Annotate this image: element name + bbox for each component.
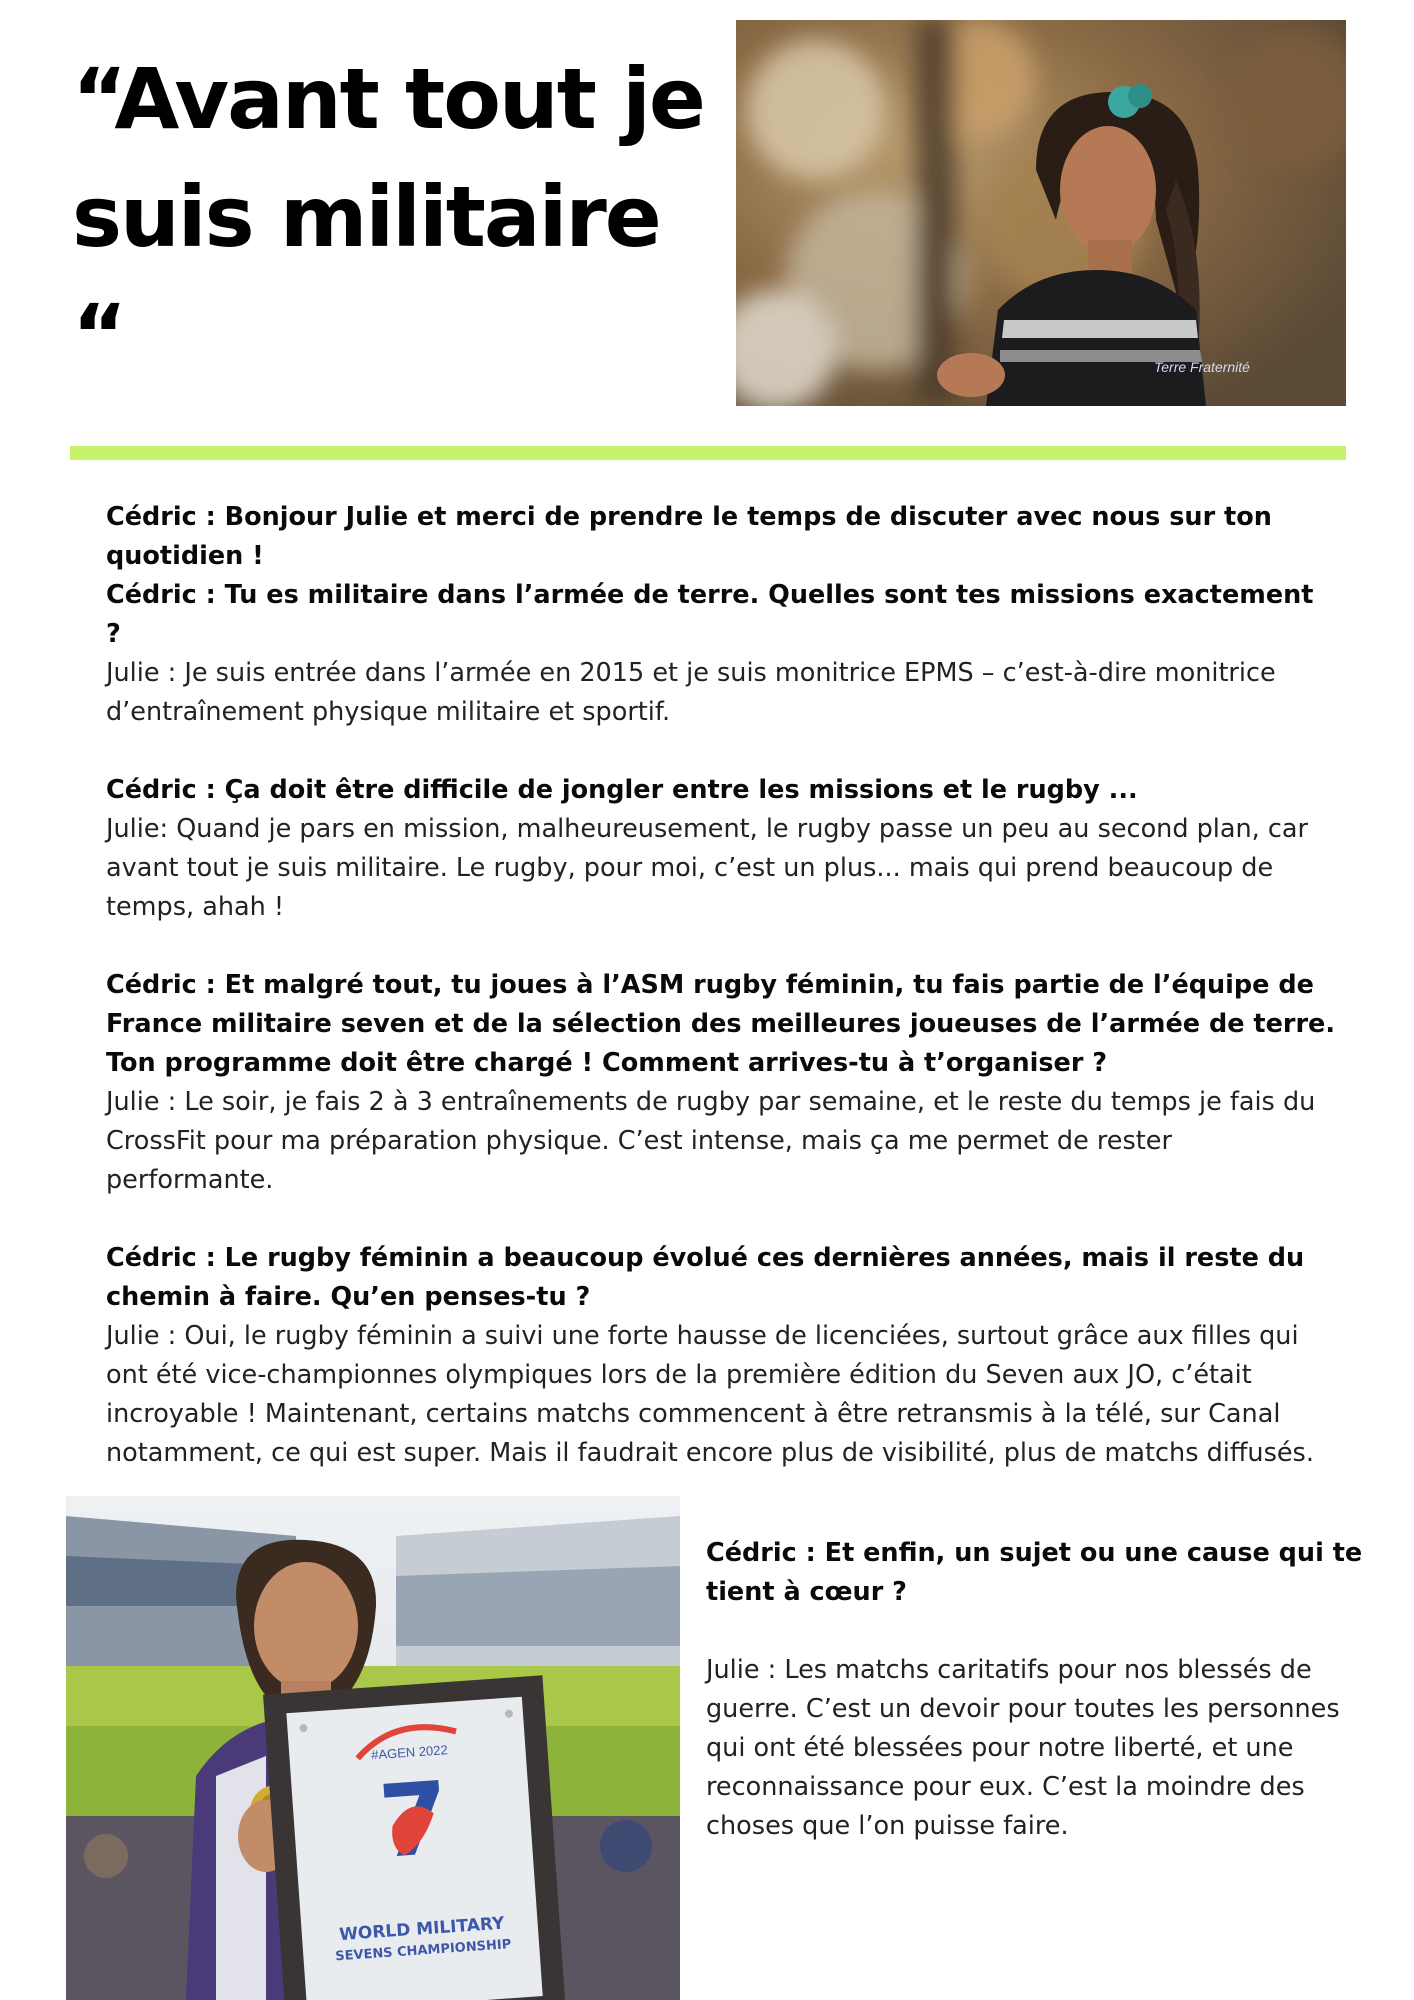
trophy-photo: [66, 1496, 680, 2000]
jersey-sponsor-text: Terre Fraternité: [1154, 359, 1250, 375]
plaque-title-line-2: SEVENS CHAMPIONSHIP: [334, 1937, 512, 1965]
qa-organisation: [106, 966, 1336, 1200]
question-3: Cédric : Ça doit être difficile de jongler entre les missions et le rugby ...: [106, 775, 1138, 805]
headline: [72, 40, 732, 394]
question-1: Cédric : Bonjour Julie et merci de prendre le temps de discuter avec nous sur ton quotidien !: [106, 502, 1272, 571]
qa-missions-rugby: [106, 771, 1336, 927]
headline-line-1: “Avant tout je: [72, 50, 704, 148]
plaque-title-line-1: WORLD MILITARY: [338, 1913, 506, 1946]
headline-line-2: suis militaire “: [72, 168, 660, 384]
answer-5: Julie : Oui, le rugby féminin a suivi une forte hausse de licenciées, surtout grâce aux filles qui ont été vice-championnes olympiques lors de la première édition du Seven aux JO, c’était incroyable ! Maintenant, certains matchs commencent à être retransmis à la télé, sur Canal notamment, ce qui est super. Mais il faudrait encore plus de visibilité, plus de matchs diffusés.: [106, 1321, 1314, 1468]
answer-2: Julie : Je suis entrée dans l’armée en 2015 et je suis monitrice EPMS – c’est-à-dire monitrice d’entraînement physique militaire et sportif.: [106, 658, 1276, 727]
question-4: Cédric : Et malgré tout, tu joues à l’ASM rugby féminin, tu fais partie de l’équipe de France militaire seven et de la sélection des meilleures joueuses de l’armée de terre. Ton programme doit être chargé ! Comment arrives-tu à t’organiser ?: [106, 970, 1336, 1078]
interview-body: [106, 498, 1336, 1512]
plaque-event-tag: #AGEN 2022: [370, 1742, 449, 1763]
qa-intro: [106, 498, 1336, 732]
final-qa: [706, 1534, 1386, 1846]
portrait-photo: [736, 20, 1346, 406]
accent-divider: [70, 446, 1346, 460]
qa-feminine-rugby: [106, 1239, 1336, 1473]
question-final: Cédric : Et enfin, un sujet ou une cause qui te tient à cœur ?: [706, 1538, 1363, 1607]
answer-4: Julie : Le soir, je fais 2 à 3 entraînements de rugby par semaine, et le reste du temps je fais du CrossFit pour ma préparation physique. C’est intense, mais ça me permet de rester performante.: [106, 1087, 1316, 1195]
answer-3: Julie: Quand je pars en mission, malheureusement, le rugby passe un peu au second plan, car avant tout je suis militaire. Le rugby, pour moi, c’est un plus... mais qui prend beaucoup de temps, ahah !: [106, 814, 1309, 922]
question-5: Cédric : Le rugby féminin a beaucoup évolué ces dernières années, mais il reste du chemin à faire. Qu’en penses-tu ?: [106, 1243, 1305, 1312]
answer-final: Julie : Les matchs caritatifs pour nos blessés de guerre. C’est un devoir pour toutes les personnes qui ont été blessées pour notre liberté, et une reconnaissance pour eux. C’est la moindre des choses que l’on puisse faire.: [706, 1655, 1340, 1841]
question-2: Cédric : Tu es militaire dans l’armée de terre. Quelles sont tes missions exactement ?: [106, 580, 1314, 649]
